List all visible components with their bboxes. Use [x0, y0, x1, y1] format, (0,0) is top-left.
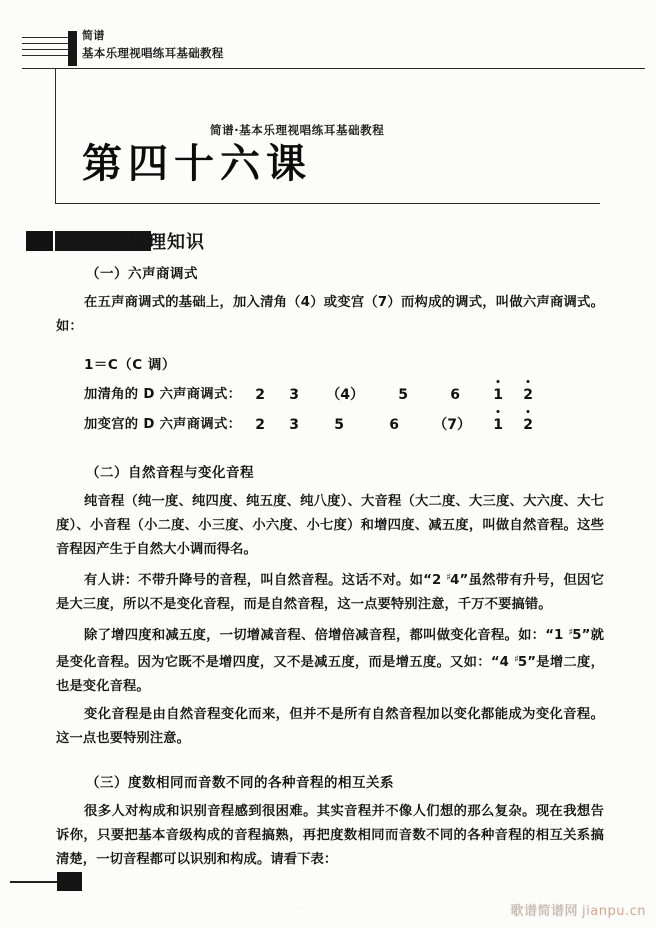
key-signature-line: 1＝C（C 调）: [84, 357, 176, 373]
notation-note: 2: [515, 415, 541, 435]
section-banner: [26, 230, 205, 252]
accidental-sharp-icon: ♯5: [513, 654, 528, 671]
notation-note: 3: [289, 387, 300, 403]
section-2-paragraph-3: 除了增四度和减五度，一切增减音程、倍增倍减音程，都叫做变化音程。如：“1 ♯5”就是变化音程。因为它既不是增四度，又不是减五度，而是增五度。又如：“4 ♯5”是增二度，也是变化音程。: [56, 627, 604, 695]
notation-note: 6: [389, 417, 400, 433]
staff-lines-icon: [22, 37, 70, 63]
header-block-bar: [68, 31, 77, 66]
notation-note: 2: [255, 417, 266, 433]
notation-note: （7）: [433, 417, 472, 433]
accidental-sharp-icon: ♯4: [446, 572, 460, 589]
scale-row-label: 加清角的 D 六声商调式：: [84, 387, 242, 402]
section-2-heading: （二）自然音程与变化音程: [86, 465, 254, 481]
accidental-sharp-icon: ♯5: [568, 627, 582, 644]
running-head-line1: 简谱: [82, 29, 105, 42]
title-subtitle: 简谱·基本乐理视唱练耳基础教程: [210, 123, 385, 137]
scale-row-notes: [245, 385, 541, 405]
notation-note: 5: [398, 387, 409, 403]
section-3: [56, 771, 604, 872]
notation-note: 6: [450, 387, 461, 403]
banner-square-icon: [26, 231, 53, 251]
scale-row: [84, 385, 604, 405]
footer-rule-icon: [10, 881, 58, 883]
notation-note: 2: [515, 385, 541, 405]
running-head-text: [82, 28, 224, 62]
body-column: [56, 262, 604, 876]
watermark-cn: 歌谱简谱网: [510, 904, 579, 919]
section-1-heading: （一）六声商调式: [86, 266, 198, 282]
page-title: 第四十六课: [82, 141, 312, 187]
scale-row-notes: [245, 415, 541, 435]
notation-note: 3: [289, 417, 300, 433]
section-2-paragraph-4: 变化音程是由自然音程变化而来，但并不是所有自然音程加以变化都能成为变化音程。这一点也要特别注意。: [56, 707, 604, 747]
section-2: [56, 461, 604, 751]
section-1-paragraph-1: 在五声商调式的基础上，加入清角（4）或变宫（7）而构成的调式，叫做六声商调式。如：: [56, 295, 604, 334]
section-2-paragraph-1: 纯音程（纯一度、纯四度、纯五度、纯八度）、大音程（大二度、大三度、大六度、大七度）、小音程（小二度、小三度、小六度、小七度）和增四度、减五度，叫做自然音程。这些音程因产生于自然大小调而得名。: [56, 494, 604, 557]
banner-label: 乐理知识: [129, 232, 205, 253]
footer-ornament: [10, 872, 90, 892]
footer-square-icon: [57, 872, 82, 891]
section-3-heading: （三）度数相同而音数不同的各种音程的相互关系: [86, 775, 394, 792]
notation-note: （4）: [326, 387, 365, 403]
notation-note: 1: [481, 415, 515, 435]
section-2-paragraph-2: 有人讲：不带升降号的音程，叫自然音程。这话不对。如“2 ♯4”虽然带有升号，但因它是大三度，所以不是变化音程，而是自然音程，这一点要特别注意，千万不要搞错。: [56, 572, 604, 613]
section-1: [56, 262, 604, 435]
notation-note: 5: [334, 417, 345, 433]
watermark: [511, 900, 646, 919]
watermark-en: jianpu.cn: [582, 904, 646, 919]
running-head-line2: 基本乐理视唱练耳基础教程: [82, 46, 224, 60]
section-3-paragraph-1: 很多人对构成和识别音程感到很困难。其实音程并不像人们想的那么复杂。现在我想告诉你，只要把基本音级构成的音程搞熟，再把度数相同而音数不同的各种音程的相互关系搞清楚，一切音程都可以识别和构成。请看下表：: [56, 804, 604, 868]
scale-row-label: 加变宫的 D 六声商调式：: [84, 417, 242, 432]
running-head: [22, 28, 452, 68]
scale-row: [84, 415, 604, 435]
notation-note: 2: [255, 387, 266, 403]
notation-note: 1: [481, 385, 515, 405]
